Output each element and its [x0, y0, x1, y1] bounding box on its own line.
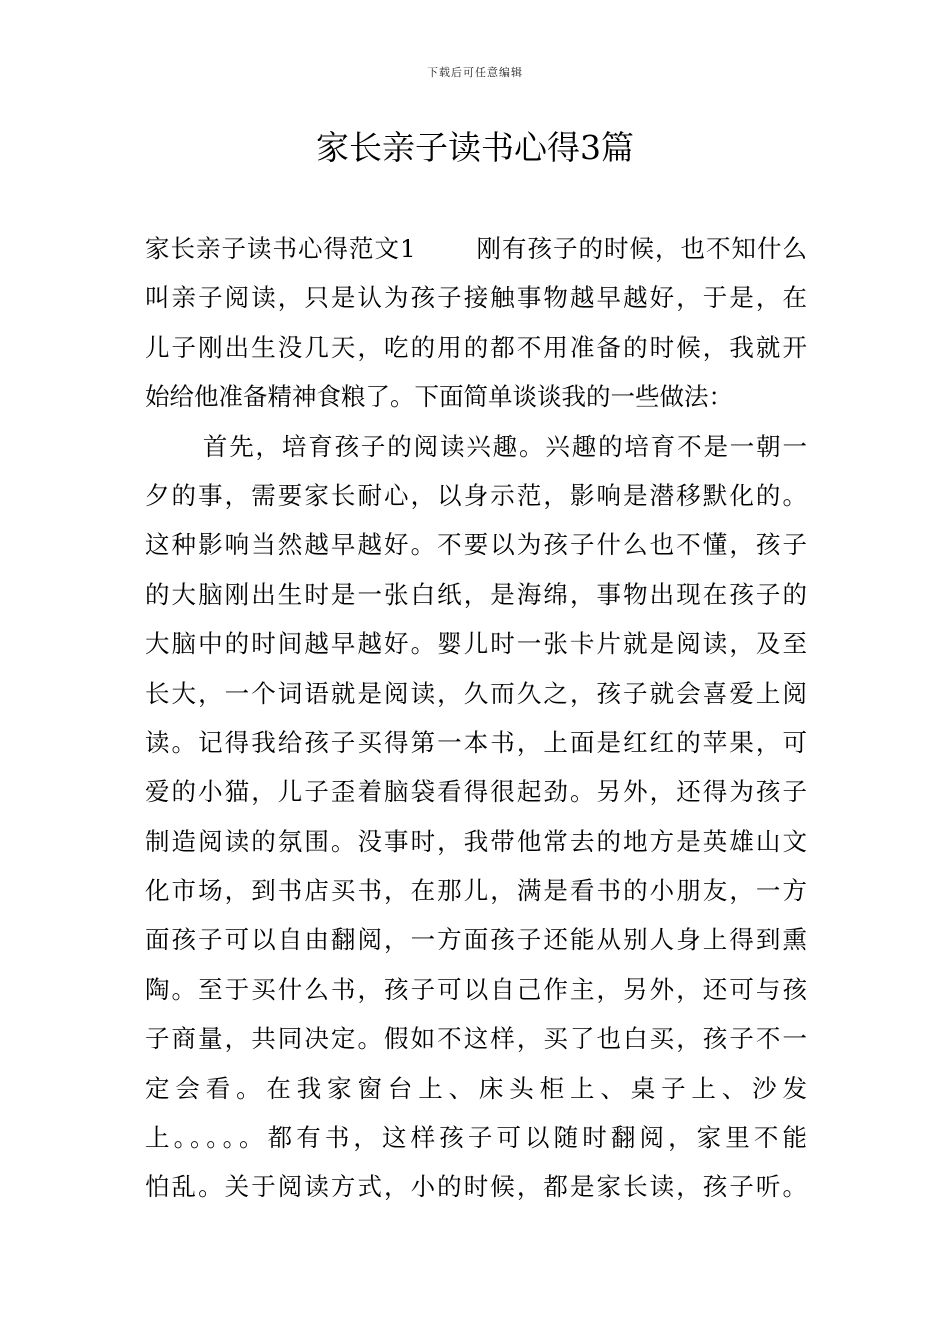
body-line: 怕乱。关于阅读方式，小的时候，都是家长读，孩子听。	[145, 1172, 807, 1202]
body-line: 上。。。。。都有书，这样孩子可以随时翻阅，家里不能	[145, 1123, 807, 1153]
body-line	[145, 422, 807, 471]
body-line: 子商量，共同决定。假如不这样，买了也白买，孩子不一	[145, 1024, 807, 1054]
body-line	[145, 224, 807, 273]
body-line: 制造阅读的氛围。没事时，我带他常去的地方是英雄山文	[145, 826, 807, 856]
essay-heading: 家长亲子读书心得范文1	[145, 234, 416, 263]
header-note: 下载后可任意编辑	[427, 66, 523, 79]
body-line: 这种影响当然越早越好。不要以为孩子什么也不懂，孩子	[145, 530, 807, 560]
body-line: 的大脑刚出生时是一张白纸，是海绵，事物出现在孩子的	[145, 579, 807, 609]
body-line-text: 首先，培育孩子的阅读兴趣。兴趣的培育不是一朝一	[201, 431, 807, 461]
body-line: 夕的事，需要家长耐心，以身示范，影响是潜移默化的。	[145, 480, 807, 510]
body-line: 面孩子可以自由翻阅，一方面孩子还能从别人身上得到熏	[145, 925, 807, 955]
body-line: 陶。至于买什么书，孩子可以自己作主，另外，还可与孩	[145, 974, 807, 1004]
body-line: 大脑中的时间越早越好。婴儿时一张卡片就是阅读，及至	[145, 629, 807, 659]
body-line: 始给他准备精神食粮了。下面简单谈谈我的一些做法：	[145, 382, 733, 412]
body-line: 读。记得我给孩子买得第一本书，上面是红红的苹果，可	[145, 727, 807, 757]
document-title: 家长亲子读书心得3篇	[316, 128, 634, 167]
body-line: 儿子刚出生没几天，吃的用的都不用准备的时候，我就开	[145, 332, 807, 362]
body-line: 叫亲子阅读，只是认为孩子接触事物越早越好，于是，在	[145, 283, 807, 313]
body-line: 定会看。在我家窗台上、床头柜上、桌子上、沙发	[145, 1073, 807, 1103]
body-line: 长大，一个词语就是阅读，久而久之，孩子就会喜爱上阅	[145, 678, 807, 708]
document-body	[145, 224, 807, 1212]
body-line-text: 刚有孩子的时候，也不知什么	[475, 234, 807, 263]
body-line: 化市场，到书店买书，在那儿，满是看书的小朋友，一方	[145, 876, 807, 906]
body-line: 爱的小猫，儿子歪着脑袋看得很起劲。另外，还得为孩子	[145, 777, 807, 807]
